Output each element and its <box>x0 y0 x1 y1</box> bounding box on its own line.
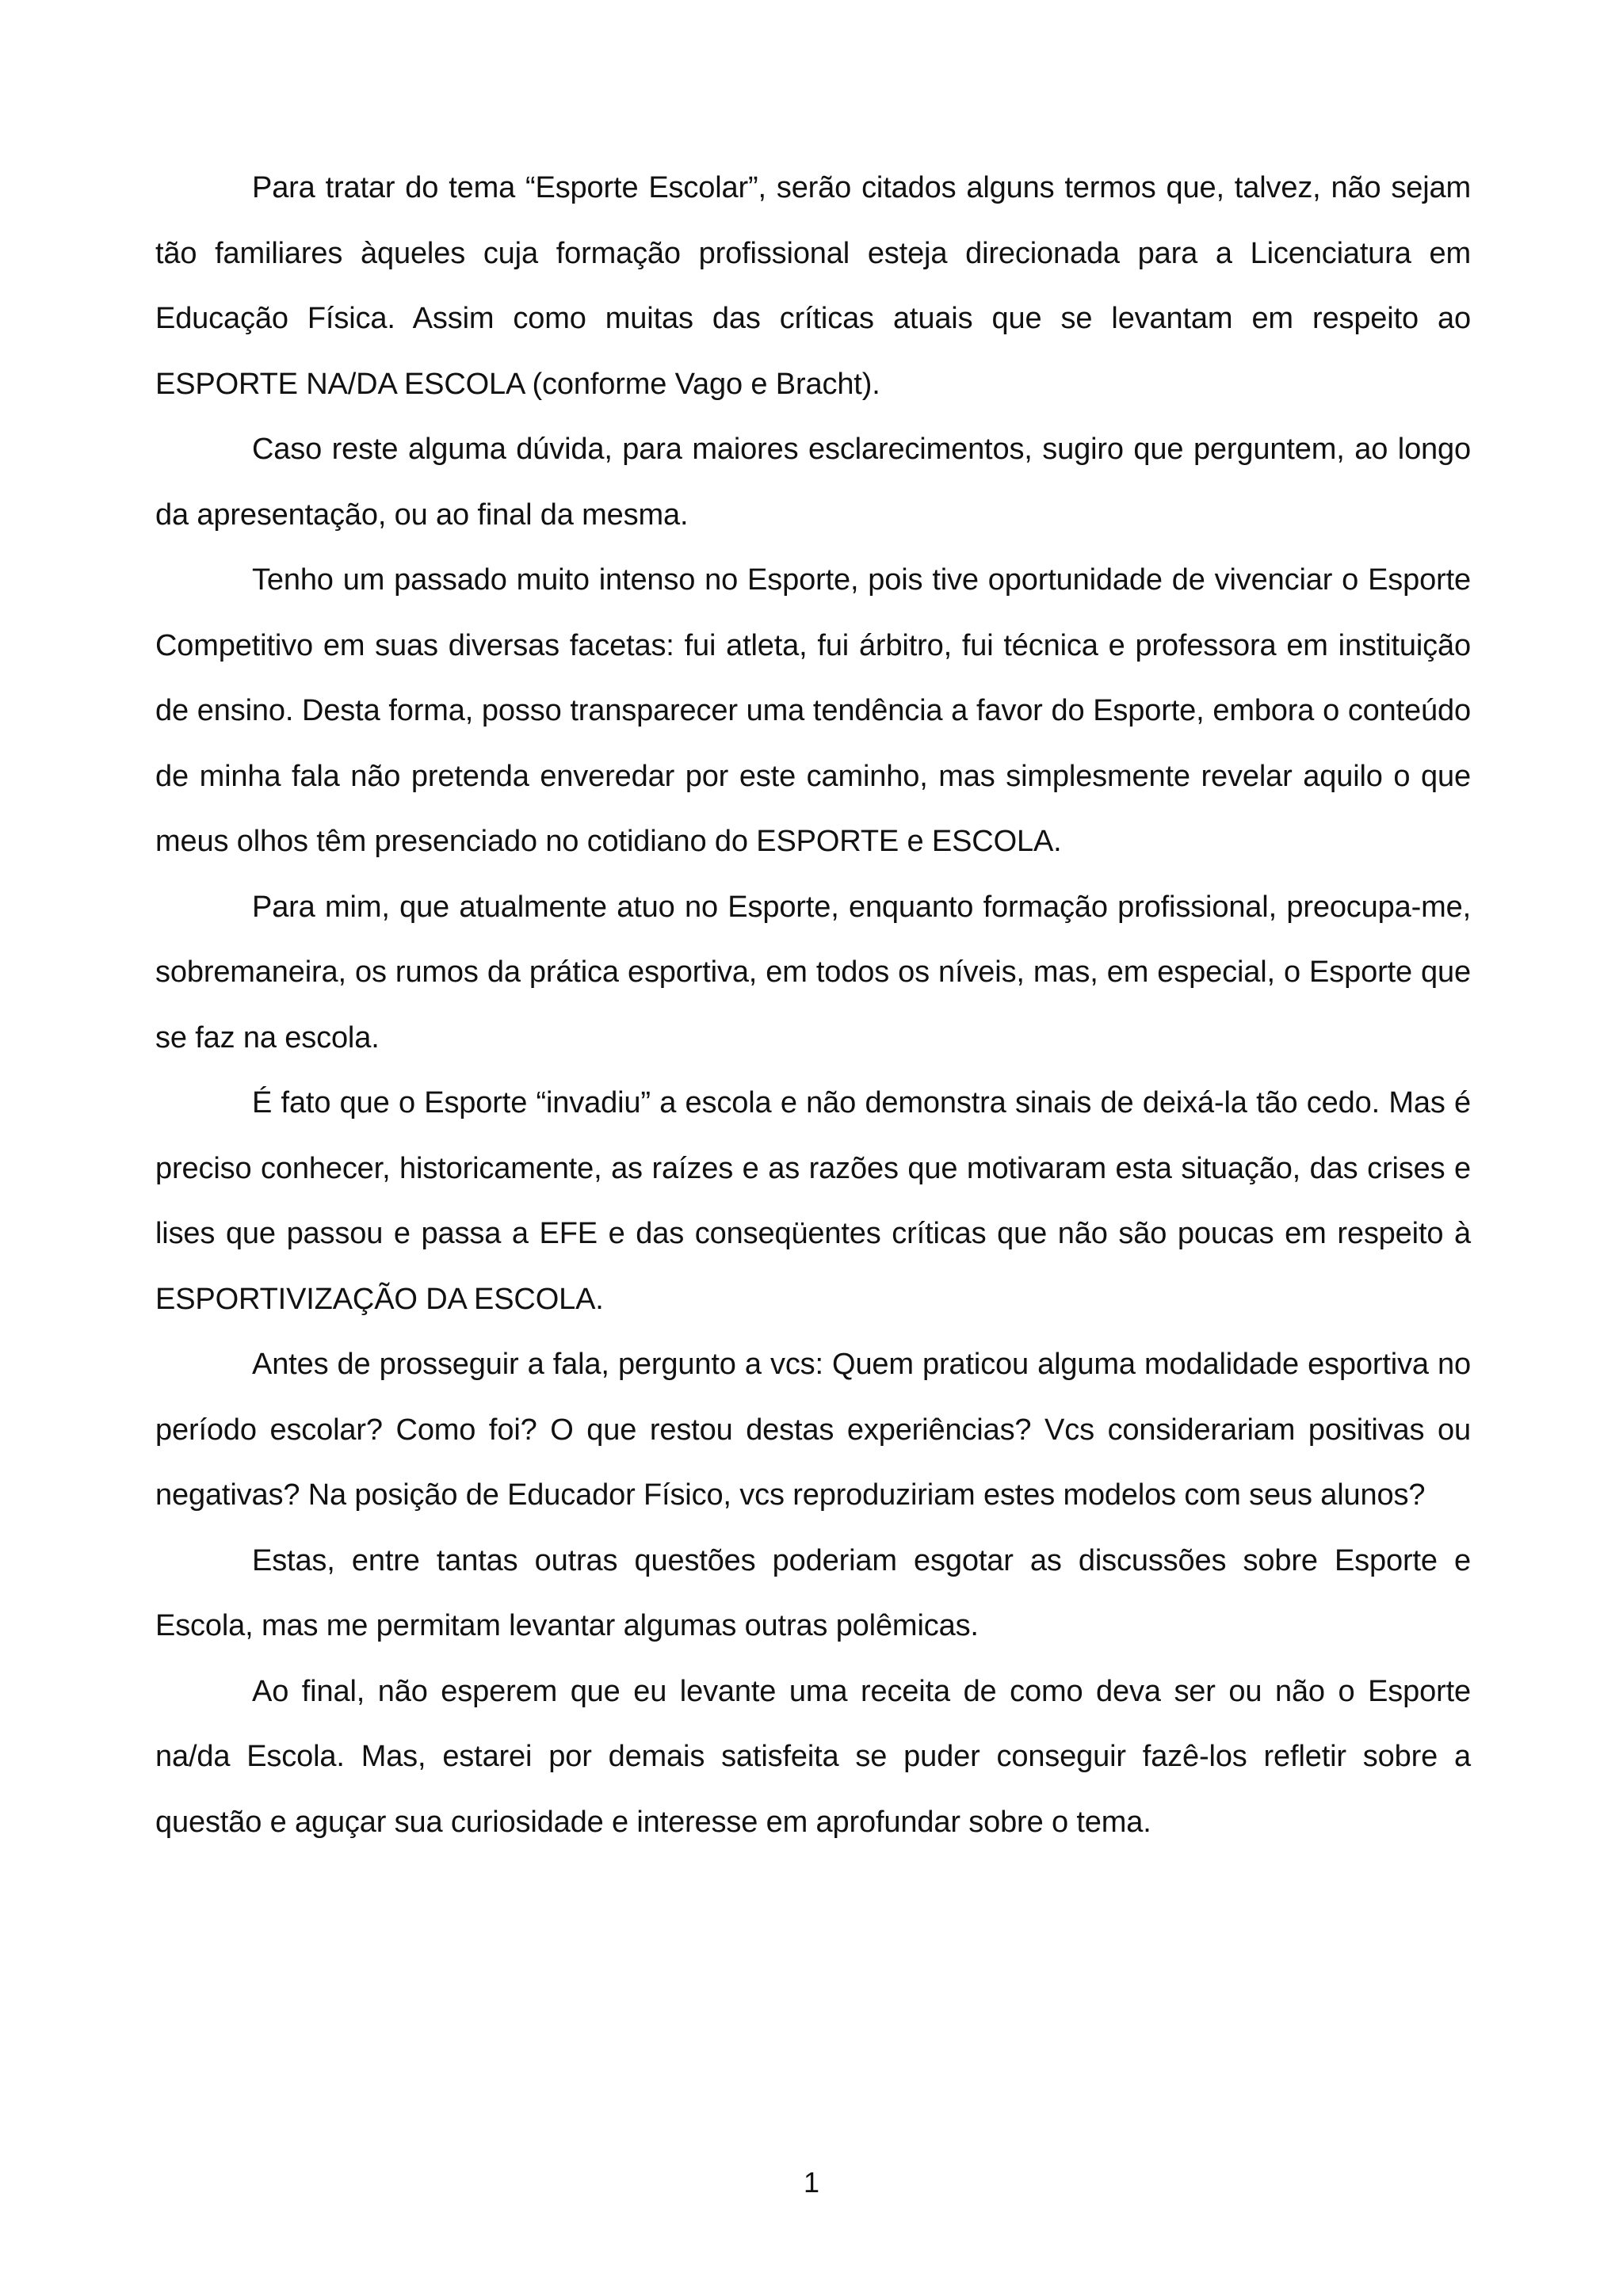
paragraph-5: É fato que o Esporte “invadiu” a escola e não demonstra sinais de deixá-la tão cedo. Mas é preciso conhecer, historicamente, as raízes e as razões que motivaram esta situação, das crises e lises que passou e passa a EFE e das conseqüentes críticas que não são poucas em respeito à ESPORTIVIZAÇÃO DA ESCOLA. <box>155 1086 1471 1316</box>
paragraph-6: Antes de prosseguir a fala, pergunto a vcs: Quem praticou alguma modalidade esportiva no período escolar? Como foi? O que restou destas experiências? Vcs considerariam positivas ou negativas? Na posição de Educador Físico, vcs reproduziriam estes modelos com seus alunos? <box>155 1348 1471 1512</box>
paragraph-1: Para tratar do tema “Esporte Escolar”, serão citados alguns termos que, talvez, não sejam tão familiares àqueles cuja formação profissional esteja direcionada para a Licenciatura em Educação Física. Assim como muitas das críticas atuais que se levantam em respeito ao ESPORTE NA/DA ESCOLA (conforme Vago e Bracht). <box>155 171 1471 401</box>
paragraph-7: Estas, entre tantas outras questões poderiam esgotar as discussões sobre Esporte e Escola, mas me permitam levantar algumas outras polêmicas. <box>155 1543 1471 1642</box>
body-text <box>155 155 1471 1855</box>
paragraph-4: Para mim, que atualmente atuo no Esporte, enquanto formação profissional, preocupa-me, sobremaneira, os rumos da prática esportiva, em todos os níveis, mas, em especial, o Esporte que se faz na escola. <box>155 890 1471 1055</box>
paragraph-3: Tenho um passado muito intenso no Esporte, pois tive oportunidade de vivenciar o Esporte Competitivo em suas diversas facetas: fui atleta, fui árbitro, fui técnica e professora em instituição de ensino. Desta forma, posso transparecer uma tendência a favor do Esporte, embora o conteúdo de minha fala não pretenda enveredar por este caminho, mas simplesmente revelar aquilo o que meus olhos têm presenciado no cotidiano do ESPORTE e ESCOLA. <box>155 563 1471 858</box>
paragraph-8: Ao final, não esperem que eu levante uma receita de como deva ser ou não o Esporte na/da Escola. Mas, estarei por demais satisfeita se puder conseguir fazê-los refletir sobre a questão e aguçar sua curiosidade e interesse em aprofundar sobre o tema. <box>155 1674 1471 1839</box>
page-number: 1 <box>803 2166 820 2199</box>
paragraph-2: Caso reste alguma dúvida, para maiores esclarecimentos, sugiro que perguntem, ao longo da apresentação, ou ao final da mesma. <box>155 433 1471 532</box>
